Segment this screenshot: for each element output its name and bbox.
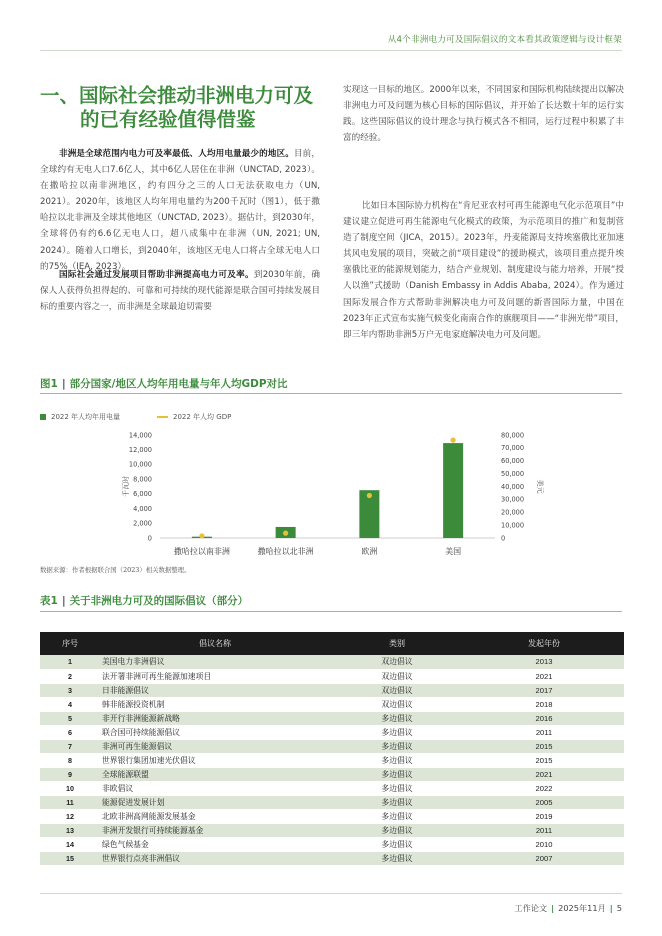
cell-category: 多边倡议: [330, 795, 464, 809]
section-title: [40, 84, 330, 132]
cell-category: 双边倡议: [330, 669, 464, 683]
table-row: [40, 809, 624, 823]
paragraph-intl-projects: [40, 267, 320, 315]
cell-year: 2021: [464, 767, 624, 781]
table-row: [40, 739, 624, 753]
title-separator: |: [61, 378, 66, 390]
paragraph-lead: 国际社会通过发展项目帮助非洲提高电力可及率。: [59, 270, 254, 280]
initiatives-table: [40, 632, 624, 866]
cell-year: 2021: [464, 669, 624, 683]
marker-gdp: [199, 533, 204, 538]
footer-date: 2025年11月: [558, 903, 606, 913]
cell-category: 多边倡议: [330, 753, 464, 767]
figure-source: 数据来源：作者根据联合国（2023）相关数据整理。: [40, 566, 191, 574]
y-axis-title: 千瓦时: [122, 476, 130, 497]
y-tick-label: 10,000: [128, 460, 152, 469]
header-no: 序号: [40, 632, 100, 655]
x-category-label: 美国: [445, 547, 462, 556]
bar-electricity: [443, 443, 463, 538]
y-right-tick-label: 40,000: [501, 482, 525, 491]
cell-no: 12: [40, 809, 100, 823]
y-right-tick-label: 0: [501, 534, 506, 543]
table-row: [40, 655, 624, 669]
table-row: [40, 781, 624, 795]
y-tick-label: 4,000: [133, 504, 152, 513]
cell-category: 多边倡议: [330, 809, 464, 823]
legend-item-gdp: [157, 412, 231, 422]
cell-name: 北欧非洲高网能源发展基金: [100, 809, 330, 823]
title-separator: |: [61, 595, 66, 607]
figure-title: [40, 376, 288, 391]
cell-name: 联合国可持续能源倡议: [100, 725, 330, 739]
legend-swatch-bar: [40, 414, 46, 420]
x-category-label: 欧洲: [361, 547, 378, 556]
cell-year: 2011: [464, 823, 624, 837]
y-tick-label: 12,000: [128, 446, 152, 455]
cell-no: 14: [40, 837, 100, 851]
cell-name: 非洲可再生能源倡议: [100, 739, 330, 753]
footer-divider: [40, 893, 622, 894]
cell-category: 双边倡议: [330, 697, 464, 711]
figure-divider: [40, 393, 622, 394]
table-row: [40, 753, 624, 767]
y-tick-label: 0: [147, 534, 152, 543]
cell-no: 15: [40, 851, 100, 865]
table-body: [40, 655, 624, 865]
cell-no: 8: [40, 753, 100, 767]
running-header: 从4个非洲电力可及国际倡议的文本看其政策逻辑与设计框架: [387, 35, 622, 45]
header-name: 倡议名称: [100, 632, 330, 655]
marker-gdp: [367, 493, 372, 498]
paragraph-lead: 非洲是全球范围内电力可及率最低、人均用电量最少的地区。: [59, 149, 294, 159]
table-divider: [40, 611, 622, 612]
cell-name: 世界银行集团加速光伏倡议: [100, 753, 330, 767]
cell-name: 非洲开发银行可持续能源基金: [100, 823, 330, 837]
cell-no: 6: [40, 725, 100, 739]
y-right-tick-label: 70,000: [501, 444, 525, 453]
cell-no: 7: [40, 739, 100, 753]
cell-year: 2010: [464, 837, 624, 851]
paragraph-body: 到2030年前，确保人人获得负担得起的、可靠和可持续的现代能源是联合国可持续发展目标的重要内容之一，而非洲是全球最迫切需要: [40, 270, 320, 313]
cell-no: 10: [40, 781, 100, 795]
cell-no: 3: [40, 683, 100, 697]
cell-year: 2022: [464, 781, 624, 795]
legend-label: 2022 年人均 GDP: [173, 413, 232, 421]
y-tick-label: 6,000: [133, 490, 152, 499]
cell-no: 1: [40, 655, 100, 669]
table-row: [40, 851, 624, 865]
y-tick-label: 14,000: [128, 431, 152, 440]
cell-name: 绿色气候基金: [100, 837, 330, 851]
page-number: 5: [616, 903, 622, 913]
table-title: [40, 593, 248, 608]
cell-no: 2: [40, 669, 100, 683]
table-caption: 关于非洲电力可及的国际倡议（部分）: [69, 595, 249, 607]
y-tick-label: 2,000: [133, 519, 152, 528]
table-header-row: [40, 632, 624, 655]
cell-year: 2015: [464, 753, 624, 767]
cell-name: 法开署非洲可再生能源加速项目: [100, 669, 330, 683]
table-row: [40, 795, 624, 809]
cell-name: 日非能源倡议: [100, 683, 330, 697]
footer-series: 工作论文: [514, 903, 548, 913]
cell-category: 多边倡议: [330, 725, 464, 739]
cell-year: 2007: [464, 851, 624, 865]
figure-number: 图1: [40, 378, 58, 390]
y-right-tick-label: 20,000: [501, 508, 525, 517]
cell-no: 9: [40, 767, 100, 781]
page-footer: [514, 903, 622, 914]
cell-name: 非开行非洲能源新战略: [100, 711, 330, 725]
table-row: [40, 669, 624, 683]
paragraph-continuation: 实现这一目标的地区。2000年以来，不同国家和国际机构陆续提出以解决非洲电力可及问题为核心目标的国际倡议，并开始了长达数十年的运行实践。这些国际倡议的设计理念与执行模式各不相同，运行过程中积累了丰富的经验。: [343, 85, 624, 144]
header-year: 发起年份: [464, 632, 624, 655]
cell-year: 2011: [464, 725, 624, 739]
marker-gdp: [451, 438, 456, 443]
cell-name: 美国电力非洲倡议: [100, 655, 330, 669]
header-divider: [40, 50, 622, 51]
section-title-line2: 的已有经验值得借鉴: [80, 108, 256, 131]
table-row: [40, 725, 624, 739]
table-row: [40, 837, 624, 851]
figure-caption: 部分国家/地区人均年用电量与年人均GDP对比: [69, 378, 288, 390]
cell-name: 全球能源联盟: [100, 767, 330, 781]
cell-no: 13: [40, 823, 100, 837]
y-right-tick-label: 30,000: [501, 495, 525, 504]
marker-gdp: [283, 531, 288, 536]
y-tick-label: 8,000: [133, 475, 152, 484]
x-category-label: 撒哈拉以北非洲: [257, 547, 314, 556]
cell-category: 多边倡议: [330, 781, 464, 795]
paragraph-electricity-access: [40, 146, 320, 275]
cell-year: 2005: [464, 795, 624, 809]
cell-no: 5: [40, 711, 100, 725]
table-row: [40, 683, 624, 697]
cell-category: 双边倡议: [330, 683, 464, 697]
cell-category: 多边倡议: [330, 711, 464, 725]
y-right-tick-label: 10,000: [501, 521, 525, 530]
paragraph-body: 目前，全球约有无电人口7.6亿人，其中6亿人居住在非洲（UNCTAD, 2023）。在撒哈拉以南非洲地区，约有四分之三的人口无法获取电力（UN, 2021）。2020年，该地区人均年用电量约为200千瓦时（图1），低于撒哈拉以北非洲及全球其他地区（UNCTAD, 2023）。据估计，到2030年，全球将仍有约6.6亿无电人口，超八成集中在非洲（UN, 2021; UN, 2024）。随着人口增长，到2040年，该地区无电人口将占全球无电人口的75%（IEA, 2023）。: [40, 149, 320, 272]
cell-category: 双边倡议: [330, 655, 464, 669]
cell-year: 2016: [464, 711, 624, 725]
legend-swatch-marker: [157, 416, 168, 418]
table-row: [40, 697, 624, 711]
cell-name: 韩非能源投资机制: [100, 697, 330, 711]
footer-separator: |: [551, 903, 555, 913]
cell-category: 多边倡议: [330, 767, 464, 781]
cell-year: 2013: [464, 655, 624, 669]
cell-name: 非欧倡议: [100, 781, 330, 795]
section-title-line1: 一、国际社会推动非洲电力可及: [40, 84, 314, 107]
cell-category: 多边倡议: [330, 823, 464, 837]
cell-category: 多边倡议: [330, 837, 464, 851]
cell-year: 2018: [464, 697, 624, 711]
footer-separator: |: [609, 903, 613, 913]
x-category-label: 撒哈拉以南非洲: [173, 547, 230, 556]
bar-chart: [110, 425, 550, 560]
legend-item-electricity: [40, 412, 120, 422]
paragraph-examples: 比如日本国际协力机构在“肯尼亚农村可再生能源电气化示范项目”中建议建立促进可再生能源电气化模式的政策，为示范项目的推广和复制营造了制度空间（JICA，2015）。2023年，丹麦能源局支持埃塞俄比亚加速其风电发展的项目，突破之前“项目建设”的援助模式，该项目重点提升埃塞俄比亚的能源规划能力，结合产业规划、制度建设与能力培养，开展“授人以渔”式援助（Danish Embassy in Addis Ababa, 2024）。作为通过国际发展合作方式帮助非洲解决电力可及问题的新晋国际力量，中国在2023年正式宣布实施气候变化南南合作的旗舰项目——“非洲光带”项目，即三年内帮助非洲5万户无电家庭解决电力可及问题。: [343, 201, 624, 340]
y-right-axis-title: 美元: [536, 479, 544, 494]
cell-no: 11: [40, 795, 100, 809]
table-row: [40, 823, 624, 837]
cell-year: 2017: [464, 683, 624, 697]
cell-name: 世界银行点亮非洲倡议: [100, 851, 330, 865]
cell-year: 2015: [464, 739, 624, 753]
table-row: [40, 711, 624, 725]
legend-label: 2022 年人均年用电量: [51, 413, 121, 421]
y-right-tick-label: 80,000: [501, 431, 525, 440]
cell-year: 2019: [464, 809, 624, 823]
cell-category: 多边倡议: [330, 739, 464, 753]
table-row: [40, 767, 624, 781]
cell-name: 能源促进发展计划: [100, 795, 330, 809]
cell-no: 4: [40, 697, 100, 711]
header-category: 类别: [330, 632, 464, 655]
y-right-tick-label: 50,000: [501, 469, 525, 478]
y-right-tick-label: 60,000: [501, 457, 525, 466]
cell-category: 多边倡议: [330, 851, 464, 865]
table-number: 表1: [40, 595, 58, 607]
